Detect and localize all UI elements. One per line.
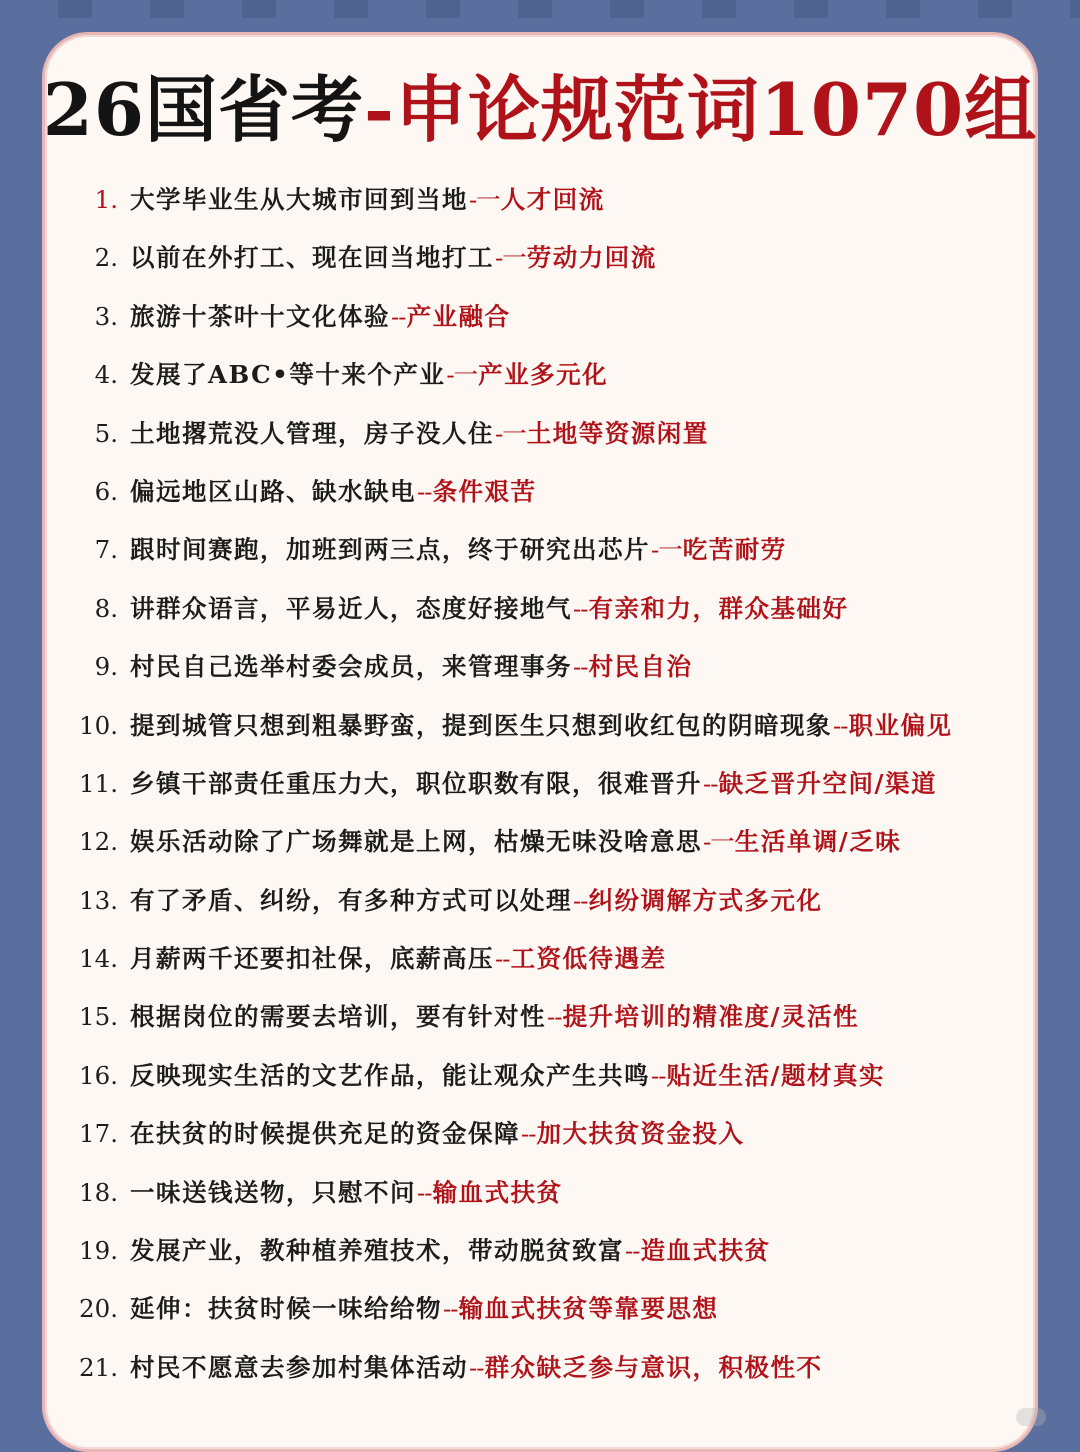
item-separator: --	[573, 593, 588, 623]
list-item	[64, 755, 1024, 813]
item-separator: --	[417, 1177, 432, 1207]
top-stripe	[0, 0, 1080, 18]
item-number: 3.	[94, 301, 118, 331]
item-description: 反映现实生活的文艺作品，能让观众产生共鸣	[130, 1060, 650, 1090]
item-standard-term: 村民自治	[588, 652, 693, 682]
list-item	[64, 1047, 1024, 1105]
item-number: 15.	[79, 1002, 118, 1032]
item-standard-term: 群众缺乏参与意识，积极性不	[484, 1352, 823, 1382]
item-standard-term: 造血式扶贫	[640, 1236, 771, 1266]
item-number: 18.	[79, 1177, 118, 1207]
item-standard-term: 吃苦耐劳	[682, 535, 787, 565]
item-description: 有了矛盾、纠纷，有多种方式可以处理	[130, 885, 572, 915]
item-description: 提到城管只想到粗暴野蛮，提到医生只想到收红包的阴暗现象	[130, 710, 832, 740]
item-separator: --	[651, 1060, 666, 1090]
page-title	[0, 62, 1080, 158]
item-standard-term: 有亲和力，群众基础好	[588, 593, 849, 623]
item-standard-term: 加大扶贫资金投入	[536, 1119, 745, 1149]
item-separator: --	[443, 1294, 458, 1324]
list-item	[64, 988, 1024, 1046]
watermark	[1016, 1408, 1046, 1426]
item-separator: --	[833, 710, 848, 740]
list-item	[64, 1222, 1024, 1280]
list-item	[64, 872, 1024, 930]
list-item	[64, 288, 1024, 346]
item-separator: -一	[446, 360, 478, 390]
item-description: 土地撂荒没人管理，房子没人住	[130, 418, 494, 448]
item-separator: --	[703, 768, 718, 798]
item-description: 发展产业，教种植养殖技术，带动脱贫致富	[130, 1236, 624, 1266]
item-description: 发展了ABC•等十来个产业	[130, 360, 446, 390]
item-separator: --	[573, 885, 588, 915]
item-description: 跟时间赛跑，加班到两三点，终于研究出芯片	[130, 535, 650, 565]
item-description: 月薪两千还要扣社保，底薪高压	[130, 944, 494, 974]
item-standard-term: 贴近生活/题材真实	[666, 1060, 886, 1090]
item-standard-term: 人才回流	[500, 185, 605, 214]
item-description: 在扶贫的时候提供充足的资金保障	[130, 1119, 520, 1149]
list-item	[64, 405, 1024, 463]
item-standard-term: 缺乏晋升空间/渠道	[718, 768, 938, 798]
item-number: 10.	[79, 710, 118, 740]
item-standard-term: 条件艰苦	[432, 476, 537, 506]
item-number: 11.	[79, 768, 118, 798]
list-item	[64, 1339, 1024, 1397]
term-list	[64, 171, 1024, 1397]
list-item	[64, 1105, 1024, 1163]
item-description: 乡镇干部责任重压力大，职位职数有限，很难晋升	[130, 768, 702, 798]
item-standard-term: 工资低待遇差	[510, 944, 667, 974]
item-separator: --	[469, 1352, 484, 1382]
list-item	[64, 580, 1024, 638]
item-separator: --	[417, 476, 432, 506]
item-separator: -一	[495, 243, 526, 273]
item-number: 6.	[94, 476, 118, 506]
item-separator: -一	[469, 185, 500, 214]
item-description: 村民自己选举村委会成员，来管理事务	[130, 652, 572, 682]
item-standard-term: 职业偏见	[848, 710, 953, 740]
item-description: 以前在外打工、现在回当地打工	[130, 243, 494, 273]
list-item	[64, 930, 1024, 988]
item-number: 7.	[94, 535, 118, 565]
list-item	[64, 638, 1024, 696]
title-part-topic: -申论规范词1070组	[363, 67, 1038, 152]
list-item	[64, 346, 1024, 404]
item-separator: -一	[651, 535, 682, 565]
item-separator: --	[521, 1119, 536, 1149]
list-item	[64, 813, 1024, 871]
item-number: 14.	[79, 944, 118, 974]
item-description: 延伸：扶贫时候一味给给物	[130, 1294, 442, 1324]
item-standard-term: 纠纷调解方式多元化	[588, 885, 823, 915]
item-number: 17.	[79, 1119, 118, 1149]
item-standard-term: 生活单调/乏味	[734, 827, 902, 857]
item-standard-term: 产业融合	[406, 301, 511, 331]
item-number: 16.	[79, 1060, 118, 1090]
list-item	[64, 171, 1024, 229]
item-standard-term: 输血式扶贫	[432, 1177, 563, 1207]
item-number: 5.	[94, 418, 118, 448]
item-separator: --	[625, 1236, 640, 1266]
item-number: 9.	[94, 652, 118, 682]
item-number: 20.	[79, 1294, 118, 1324]
item-description: 一味送钱送物，只慰不问	[130, 1177, 416, 1207]
item-number: 21.	[79, 1352, 118, 1382]
item-number: 19.	[79, 1236, 118, 1266]
item-description: 讲群众语言，平易近人，态度好接地气	[130, 593, 572, 623]
list-item	[64, 229, 1024, 287]
item-standard-term: 土地等资源闲置	[526, 418, 709, 448]
title-part-exam: 26国省考	[42, 67, 364, 152]
item-separator: -一	[703, 827, 734, 857]
item-standard-term: 产业多元化	[478, 360, 609, 390]
item-standard-term: 提升培训的精准度/灵活性	[562, 1002, 860, 1032]
item-separator: --	[547, 1002, 562, 1032]
item-description: 旅游十茶叶十文化体验	[130, 301, 390, 331]
item-number: 8.	[94, 593, 118, 623]
item-separator: --	[573, 652, 588, 682]
item-number: 2.	[94, 243, 118, 273]
item-description: 村民不愿意去参加村集体活动	[130, 1352, 468, 1382]
item-number: 1.	[94, 185, 118, 214]
item-description: 根据岗位的需要去培训，要有针对性	[130, 1002, 546, 1032]
item-separator: --	[391, 301, 406, 331]
item-standard-term: 输血式扶贫等靠要思想	[458, 1294, 719, 1324]
item-number: 12.	[79, 827, 118, 857]
item-separator: --	[495, 944, 510, 974]
item-description: 偏远地区山路、缺水缺电	[130, 476, 416, 506]
item-description: 娱乐活动除了广场舞就是上网，枯燥无味没啥意思	[130, 827, 702, 857]
list-item	[64, 521, 1024, 579]
item-number: 13.	[79, 885, 118, 915]
item-number: 4.	[94, 360, 118, 390]
list-item	[64, 1280, 1024, 1338]
list-item	[64, 1164, 1024, 1222]
item-separator: -一	[495, 418, 526, 448]
item-description: 大学毕业生从大城市回到当地	[130, 185, 468, 214]
item-standard-term: 劳动力回流	[526, 243, 657, 273]
list-item	[64, 463, 1024, 521]
list-item	[64, 697, 1024, 755]
